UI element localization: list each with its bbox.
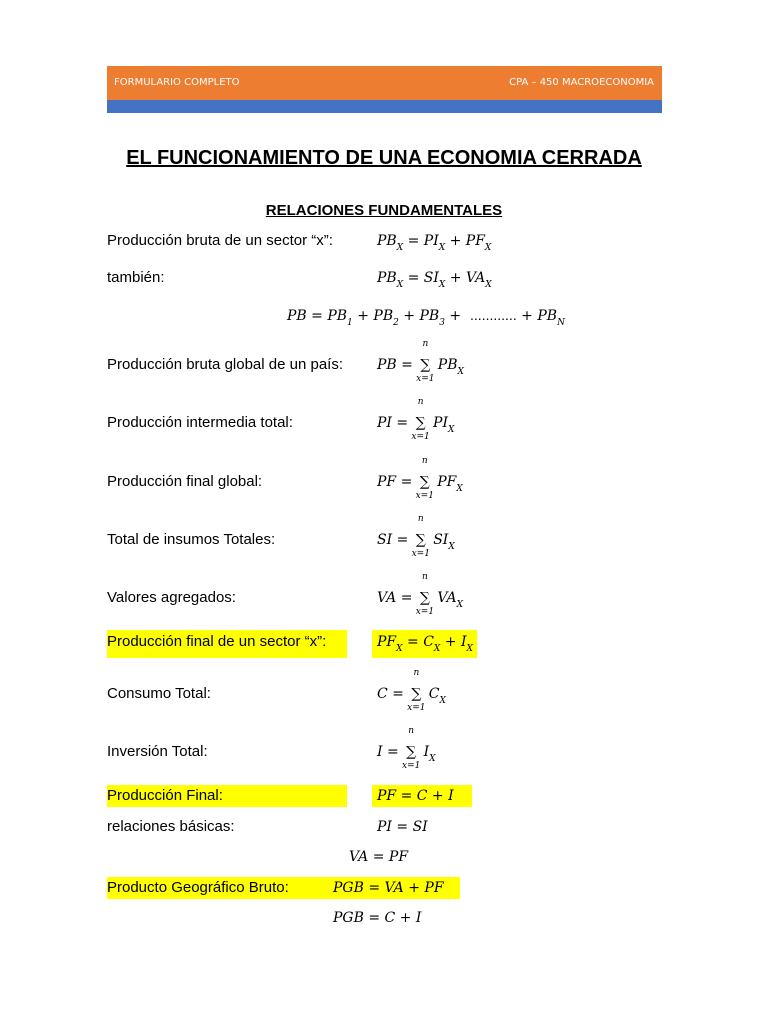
formula-pgb-vapf: PGB = VA + PF	[333, 880, 444, 896]
sum-symbol: n ∑ x=1	[415, 572, 435, 617]
label-va: Valores agregados:	[107, 589, 236, 606]
sum-symbol: n ∑ x=1	[402, 726, 421, 771]
label-tambien: también:	[107, 269, 165, 286]
sum-symbol: n ∑ x=1	[416, 339, 435, 384]
label-pb-sector: Producción bruta de un sector “x”:	[107, 232, 333, 249]
label-pf-sector: Producción final de un sector “x”:	[107, 633, 327, 650]
header-stripe	[107, 100, 662, 113]
formula-va-pf: VA = PF	[349, 849, 409, 865]
label-relaciones: relaciones básicas:	[107, 818, 235, 835]
formula-pf-ci: PF = C + I	[377, 788, 454, 804]
sum-symbol: n ∑ x=1	[411, 514, 430, 559]
sum-symbol: n ∑ x=1	[407, 668, 426, 713]
sum-symbol: n ∑ x=1	[415, 456, 434, 501]
formula-pbx: $PB_X = PI_X + PF_X$	[377, 233, 492, 253]
formula-pfx: $PF_X = C_X + I_X$	[377, 634, 473, 654]
sum-symbol: n ∑ x=1	[411, 397, 430, 442]
formula-pb-global: PB = n ∑ x=1 $PB_X$	[377, 339, 464, 384]
formula-pi-total: PI = n ∑ x=1 $PI_X$	[377, 397, 455, 442]
header-left-text: FORMULARIO COMPLETO	[114, 77, 240, 88]
header-right-text: CPA – 450 MACROECONOMIA	[509, 77, 654, 88]
formula-pbx-alt: $PB_X = SI_X + VA_X$	[377, 270, 492, 290]
formula-pgb-ci: PGB = C + I	[333, 910, 422, 926]
formula-pf-global: PF = n ∑ x=1 $PF_X$	[377, 456, 463, 501]
formula-consumo: C = n ∑ x=1 $C_X$	[377, 668, 446, 713]
label-inversion: Inversión Total:	[107, 743, 208, 760]
label-pgb: Producto Geográfico Bruto:	[107, 879, 289, 896]
formula-inversion: I = n ∑ x=1 $I_X$	[377, 726, 436, 771]
formula-va: VA = n ∑ x=1 $VA_X$	[377, 572, 464, 617]
ellipsis: ............	[470, 307, 517, 323]
formula-si-total: SI = n ∑ x=1 $SI_X$	[377, 514, 455, 559]
formula-pb-sum-sectors: PB = $PB_1 + PB_2 + PB_3$ + ............ + $PB_N$	[287, 307, 565, 328]
formula-pi-si: PI = SI	[377, 819, 428, 835]
label-pf-global: Producción final global:	[107, 473, 263, 490]
page-title: EL FUNCIONAMIENTO DE UNA ECONOMIA CERRADA	[126, 147, 642, 169]
section-title: RELACIONES FUNDAMENTALES	[265, 202, 503, 219]
label-si-total: Total de insumos Totales:	[107, 531, 276, 548]
label-pi-total: Producción intermedia total:	[107, 414, 293, 431]
label-pf: Producción Final:	[107, 787, 223, 804]
label-consumo: Consumo Total:	[107, 685, 211, 702]
label-pb-global: Producción bruta global de un país:	[107, 356, 343, 373]
